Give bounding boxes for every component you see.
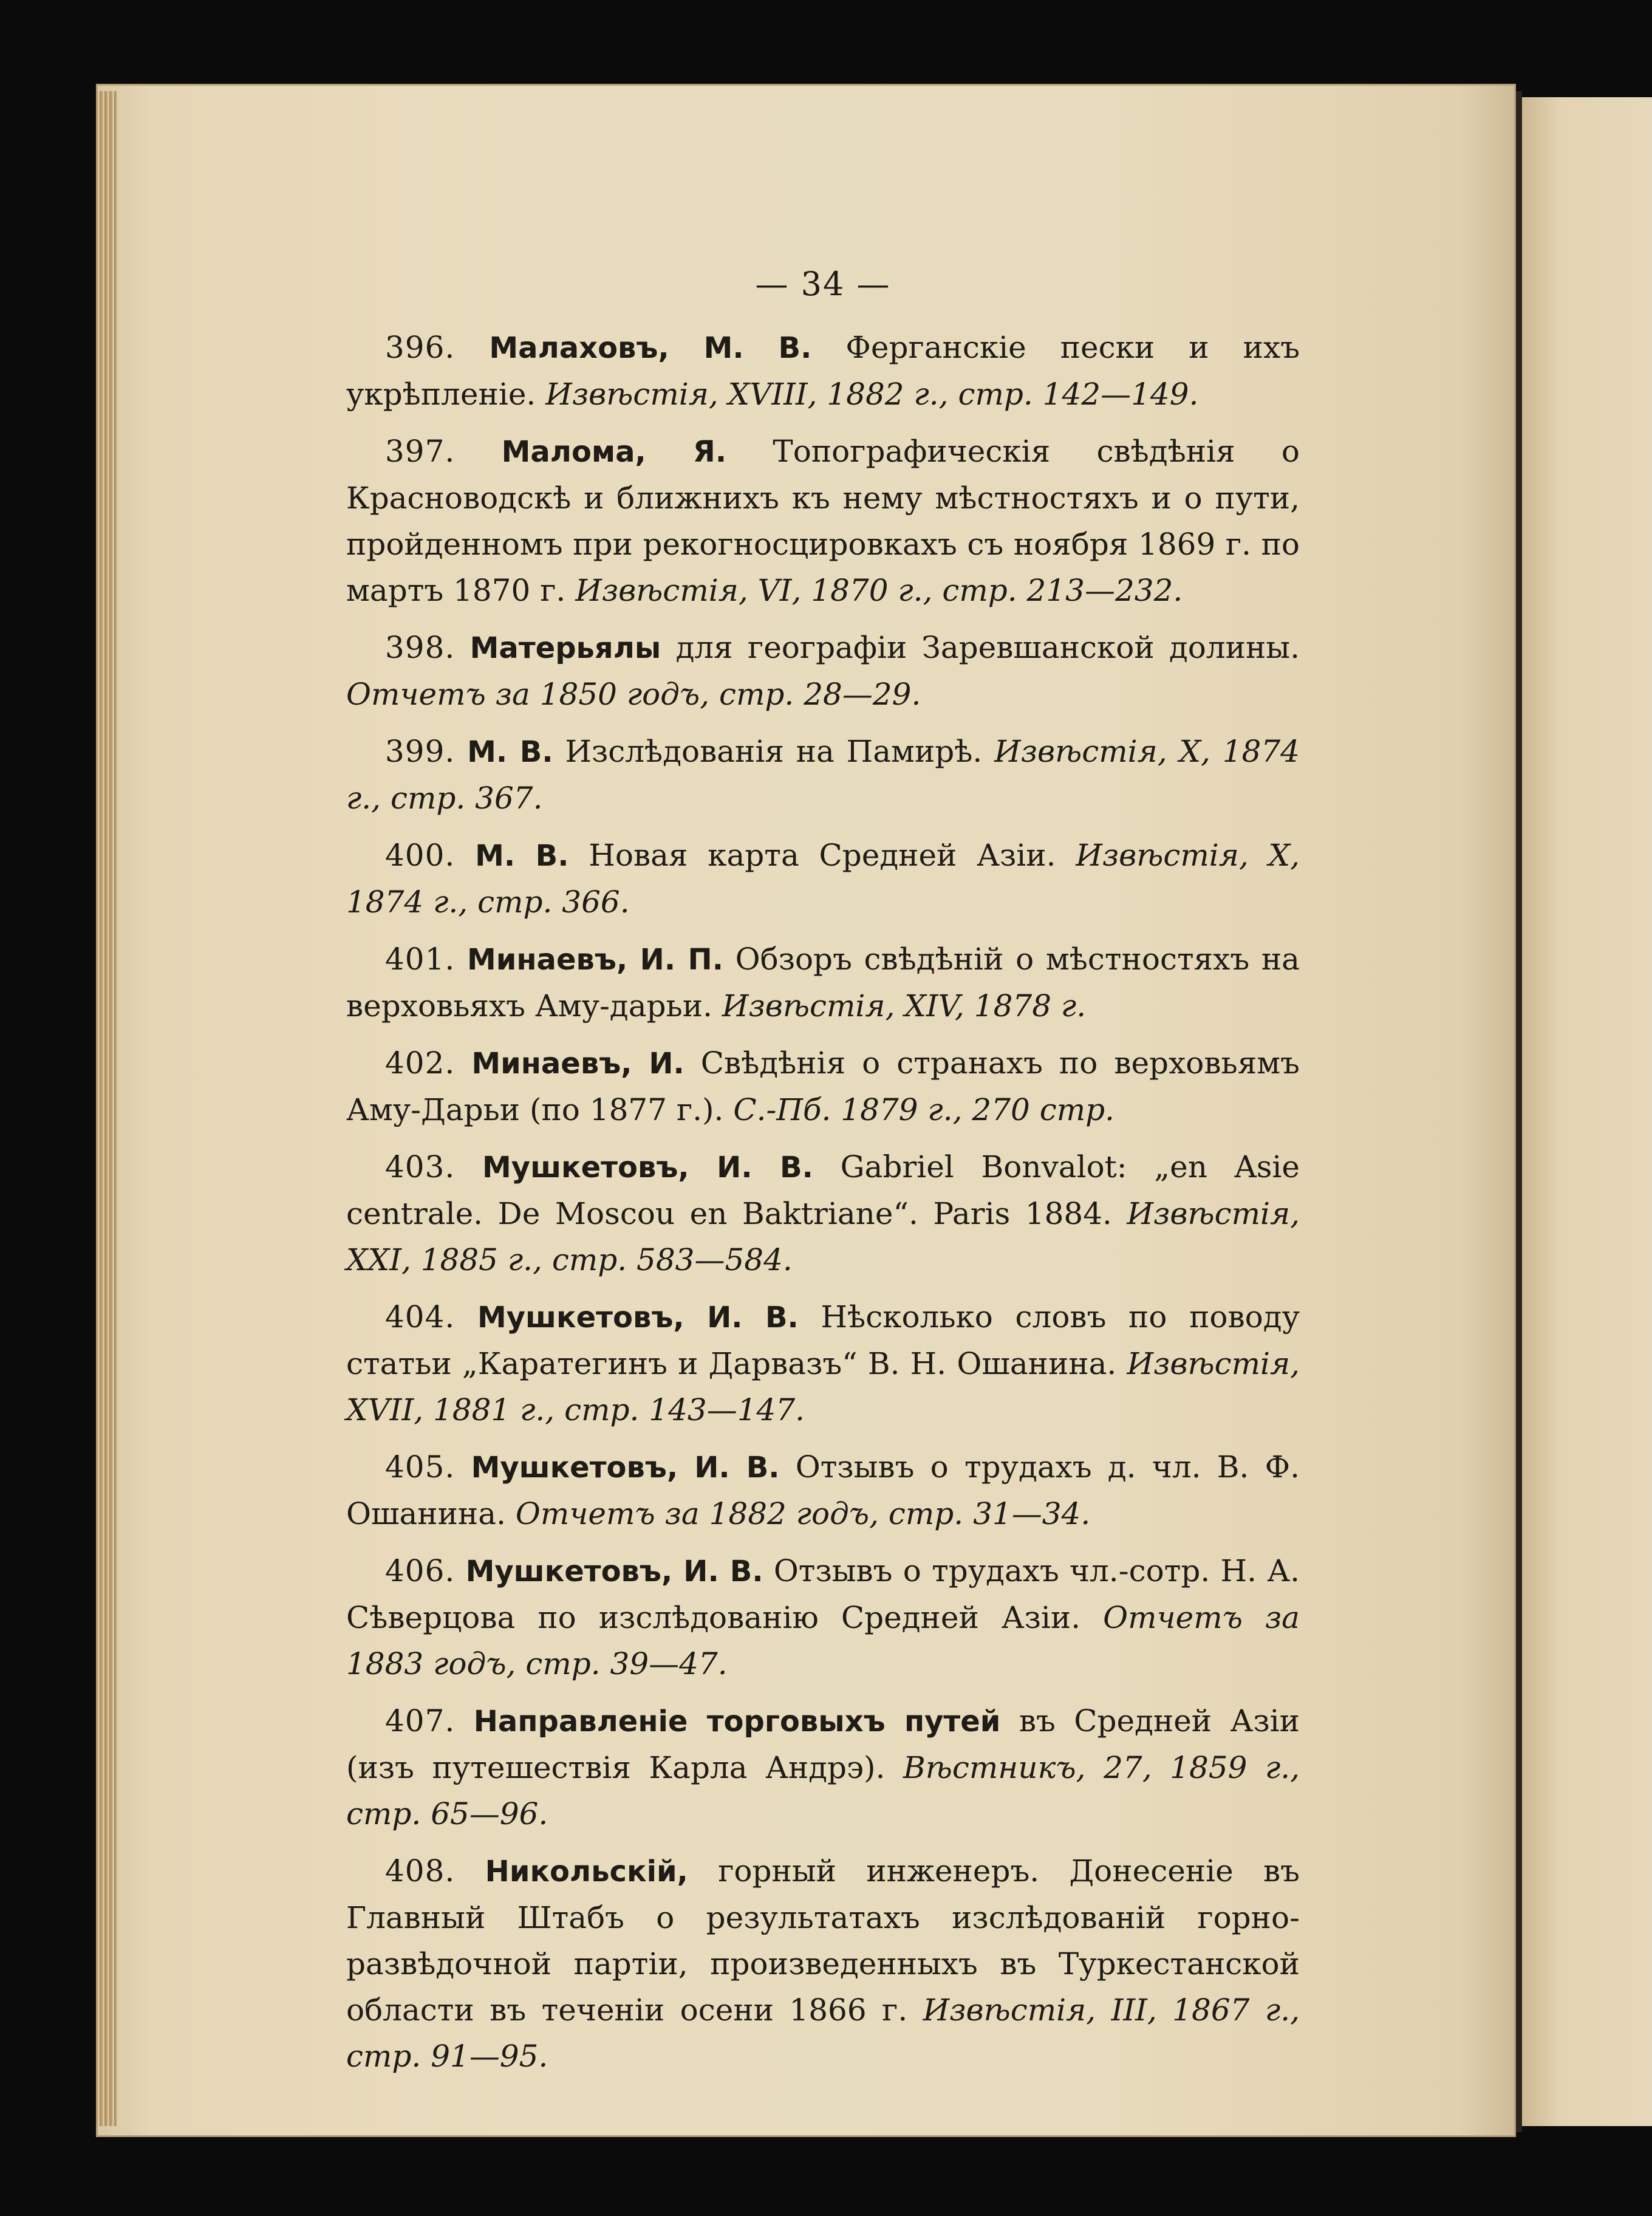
bibliography-entry (346, 728, 1300, 821)
entry-text: Изслѣдованія на Памирѣ. (565, 734, 983, 769)
bibliography-entry (346, 1848, 1300, 2079)
page-content (346, 261, 1300, 2090)
entry-text: Нѣсколько словъ по поводу статьи „Каратегинъ и Дарвазъ“ В. Н. Ошанина. (346, 1299, 1300, 1381)
entry-number: 397. (385, 434, 456, 469)
bibliography-entry (346, 1548, 1300, 1687)
entry-text: Топографическія свѣдѣнія о Красноводскѣ и ближнихъ къ нему мѣстностяхъ и о пути, пройденномъ при рекогносцировкахъ съ ноября 1869 г. по мартъ 1870 г. (346, 434, 1300, 608)
entry-source: Извѣстія, III, 1867 г., стр. 91—95. (346, 1992, 1300, 2074)
entry-number: 408. (385, 1853, 456, 1889)
entry-author: Малаховъ, М. В. (489, 331, 812, 365)
page-edge (96, 91, 117, 2126)
entry-text: въ Средней Азіи (изъ путешествія Карла Андрэ). (346, 1703, 1300, 1785)
bibliography-entry (346, 624, 1300, 717)
entry-source: Вѣстникъ, 27, 1859 г., стр. 65—96. (346, 1750, 1300, 1831)
next-page-edge (1522, 97, 1652, 2126)
bibliography-entry (346, 832, 1300, 925)
entry-number: 404. (385, 1299, 456, 1335)
entry-number: 401. (385, 942, 456, 977)
entry-author: М. В. (467, 735, 553, 769)
bibliography-entry (346, 936, 1300, 1029)
entry-source: Извѣстія, X, 1874 г., стр. 367. (346, 734, 1300, 816)
entry-author: Мушкетовъ, И. В. (465, 1554, 763, 1588)
entry-text: для географіи Заревшанской долины. (675, 630, 1300, 665)
entry-number: 400. (385, 838, 456, 873)
entry-source: С.-Пб. 1879 г., 270 стр. (733, 1092, 1115, 1127)
entry-source: Извѣстія, XXI, 1885 г., стр. 583—584. (346, 1196, 1300, 1277)
entry-number: 406. (385, 1553, 456, 1588)
entry-author: Матерьялы (469, 631, 661, 665)
entry-source: Отчетъ за 1883 годъ, стр. 39—47. (346, 1600, 1300, 1681)
entry-text: Отзывъ о трудахъ чл.-сотр. Н. А. Сѣверцова по изслѣдованію Средней Азіи. (346, 1553, 1300, 1635)
entry-author: Минаевъ, И. (471, 1047, 684, 1081)
entry-source: Отчетъ за 1850 годъ, стр. 28—29. (346, 677, 921, 712)
entry-source: Извѣстія, VI, 1870 г., стр. 213—232. (575, 573, 1183, 608)
entry-author: Мушкетовъ, И. В. (477, 1301, 799, 1335)
entry-source: Извѣстія, X, 1874 г., стр. 366. (346, 838, 1300, 920)
entry-number: 398. (385, 630, 456, 665)
entry-author: Малома, Я. (501, 435, 727, 469)
entry-text: Обзоръ свѣдѣній о мѣстностяхъ на верховьяхъ Аму-дарьи. (346, 942, 1300, 1024)
entry-author: Минаевъ, И. П. (466, 943, 723, 977)
entry-text: Свѣдѣнія о странахъ по верховьямъ Аму-Дарьи (по 1877 г.). (346, 1045, 1300, 1127)
bibliography-entry (346, 1698, 1300, 1837)
entry-text: Ферганскіе пески и ихъ укрѣпленіе. (346, 330, 1300, 412)
entry-source: Извѣстія, XVIII, 1882 г., стр. 142—149. (545, 377, 1199, 412)
entry-author: Мушкетовъ, И. В. (482, 1151, 813, 1185)
bibliography-entry (346, 1444, 1300, 1537)
entry-number: 403. (385, 1149, 456, 1185)
entry-text: горный инженеръ. Донесеніе въ Главный Штабъ о результатахъ изслѣдованій горно-развѣдочной партіи, произведенныхъ въ Туркестанской области въ теченіи осени 1866 г. (346, 1853, 1300, 2028)
entry-number: 399. (385, 734, 456, 769)
page-number: — 34 — (755, 265, 891, 303)
bibliography-entry (346, 1144, 1300, 1283)
bibliography-entry (346, 1294, 1300, 1433)
bibliography-entry (346, 428, 1300, 614)
entry-source: Извѣстія, XVII, 1881 г., стр. 143—147. (346, 1346, 1300, 1428)
entry-author: Мушкетовъ, И. В. (471, 1451, 780, 1485)
entry-number: 407. (385, 1703, 456, 1739)
bibliography-entry (346, 1040, 1300, 1133)
entry-source: Извѣстія, XIV, 1878 г. (722, 988, 1087, 1024)
entry-author: М. В. (475, 839, 569, 873)
bibliography-entry (346, 324, 1300, 417)
entry-text: Новая карта Средней Азіи. (589, 838, 1056, 873)
entry-author: Направленіе торговыхъ путей (473, 1705, 1001, 1739)
entry-number: 405. (385, 1449, 456, 1485)
entry-text: Отзывъ о трудахъ д. чл. В. Ф. Ошанина. (346, 1449, 1300, 1531)
book-gutter (1516, 91, 1522, 2132)
entry-number: 402. (385, 1045, 456, 1081)
entry-text: Gabriel Bonvalot: „en Asie centrale. De Moscou en Baktriane“. Paris 1884. (346, 1149, 1300, 1231)
entry-source: Отчетъ за 1882 годъ, стр. 31—34. (515, 1496, 1091, 1531)
entry-number: 396. (385, 330, 456, 365)
entry-author: Никольскій, (485, 1855, 688, 1889)
